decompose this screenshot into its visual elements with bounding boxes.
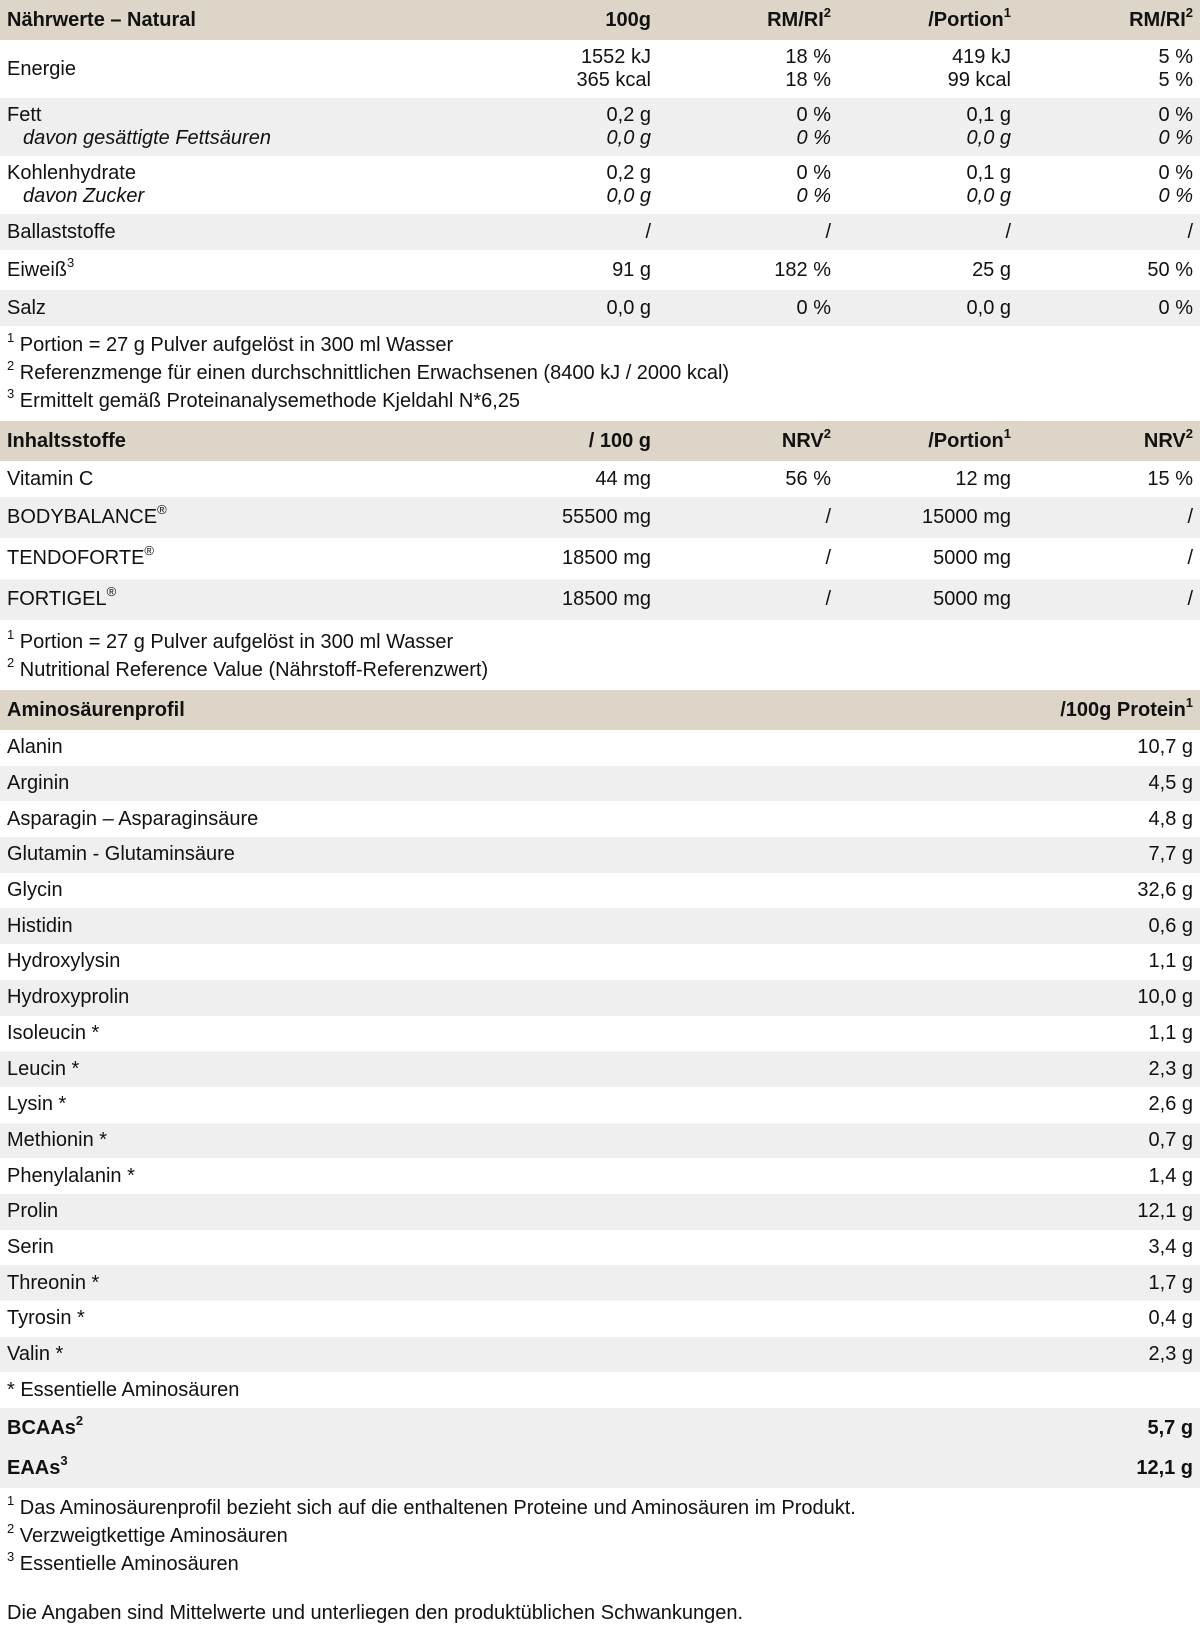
table-row xyxy=(0,908,1200,944)
value-fett-portion: 0,1 g 0,0 g xyxy=(838,98,1018,156)
amino-footnotes xyxy=(0,1488,1200,1584)
amino-acid-value: 2,6 g xyxy=(838,1087,1200,1123)
value-ballast-rm1: / xyxy=(658,214,838,250)
amino-header xyxy=(0,690,1200,730)
table-row xyxy=(0,461,1200,497)
table-row xyxy=(0,538,1200,579)
table-row xyxy=(0,1337,1200,1373)
table-row xyxy=(0,1123,1200,1159)
amino-title: Aminosäurenprofil xyxy=(0,690,838,730)
col-portion: /Portion$^1$ xyxy=(838,421,1018,461)
eaa-value: 12,1 g xyxy=(838,1448,1200,1488)
row-fett xyxy=(0,98,1200,156)
value-ballast-100: / xyxy=(478,214,658,250)
amino-acid-label: Glycin xyxy=(0,873,838,909)
value-kh-portion: 0,1 g 0,0 g xyxy=(838,156,1018,214)
table-row xyxy=(0,1051,1200,1087)
table-row xyxy=(0,873,1200,909)
col-per-100g: / 100 g xyxy=(478,421,658,461)
table-row xyxy=(0,980,1200,1016)
value-salz-100: 0,0 g xyxy=(478,290,658,326)
ingredient-nrv2: / xyxy=(1018,579,1200,620)
ingredient-portion: 12 mg xyxy=(838,461,1018,497)
col-per-100g-protein: /100g Protein$^1$ xyxy=(838,690,1200,730)
amino-acid-value: 3,4 g xyxy=(838,1230,1200,1266)
value-energie-rm1: 18 % 18 % xyxy=(658,40,838,98)
amino-acid-label: Prolin xyxy=(0,1194,838,1230)
value-kh-rm1: 0 % 0 % xyxy=(658,156,838,214)
essential-note: * Essentielle Aminosäuren xyxy=(0,1372,1200,1408)
footnote: $^2$ Nutritional Reference Value (Nährstoff-Referenzwert) xyxy=(7,655,489,681)
ingredients-footnotes xyxy=(0,620,1200,690)
amino-acid-label: Serin xyxy=(0,1230,838,1266)
value-eiweiss-rm1: 182 % xyxy=(658,250,838,290)
amino-acid-value: 10,0 g xyxy=(838,980,1200,1016)
value-ballast-portion: / xyxy=(838,214,1018,250)
amino-acid-label: Lysin * xyxy=(0,1087,838,1123)
row-eiweiss xyxy=(0,250,1200,290)
amino-acid-label: Alanin xyxy=(0,730,838,766)
ingredient-nrv2: 15 % xyxy=(1018,461,1200,497)
footnote: $^2$ Referenzmenge für einen durchschnittlichen Erwachsenen (8400 kJ / 2000 kcal) xyxy=(7,358,730,384)
table-row xyxy=(0,801,1200,837)
ingredient-portion: 5000 mg xyxy=(838,579,1018,620)
amino-acid-value: 2,3 g xyxy=(838,1051,1200,1087)
col-100g: 100g xyxy=(478,0,658,40)
footnote: $^1$ Das Aminosäurenprofil bezieht sich auf die enthaltenen Proteine und Aminosäuren im Produkt. xyxy=(7,1493,856,1520)
col-nrv-2: NRV$^2$ xyxy=(1018,421,1200,461)
nutrition-values-table xyxy=(0,0,1200,326)
footnote: $^2$ Verzweigtkettige Aminosäuren xyxy=(7,1521,288,1548)
ingredient-nrv1: / xyxy=(658,579,838,620)
footnote: $^1$ Portion = 27 g Pulver aufgelöst in 300 ml Wasser xyxy=(7,627,454,653)
value-energie-rm2: 5 % 5 % xyxy=(1018,40,1200,98)
ingredients-title: Inhaltsstoffe xyxy=(0,421,478,461)
bcaa-label: BCAAs$^2$ xyxy=(0,1408,838,1448)
nutrition-footnotes xyxy=(0,326,1200,421)
value-salz-rm1: 0 % xyxy=(658,290,838,326)
table-row xyxy=(0,1087,1200,1123)
nutrition-header xyxy=(0,0,1200,40)
value-energie-portion: 419 kJ 99 kcal xyxy=(838,40,1018,98)
amino-acid-value: 7,7 g xyxy=(838,837,1200,873)
amino-acid-value: 1,1 g xyxy=(838,1016,1200,1052)
eaa-row xyxy=(0,1448,1200,1488)
table-row xyxy=(0,1158,1200,1194)
amino-acid-label: Leucin * xyxy=(0,1051,838,1087)
label-salz: Salz xyxy=(0,290,478,326)
table-row xyxy=(0,1230,1200,1266)
label-ballaststoffe: Ballaststoffe xyxy=(0,214,478,250)
value-fett-100: 0,2 g 0,0 g xyxy=(478,98,658,156)
amino-acid-label: Hydroxyprolin xyxy=(0,980,838,1016)
ingredients-header xyxy=(0,421,1200,461)
ingredient-nrv1: / xyxy=(658,538,838,579)
amino-acid-value: 4,8 g xyxy=(838,801,1200,837)
table-row xyxy=(0,766,1200,802)
amino-acid-value: 2,3 g xyxy=(838,1337,1200,1373)
ingredient-100g: 44 mg xyxy=(478,461,658,497)
ingredient-nrv1: 56 % xyxy=(658,461,838,497)
table-row xyxy=(0,497,1200,538)
table-row xyxy=(0,1016,1200,1052)
row-salz xyxy=(0,290,1200,326)
value-kh-rm2: 0 % 0 % xyxy=(1018,156,1200,214)
col-nrv-1: NRV$^2$ xyxy=(658,421,838,461)
label-kohlenhydrate: Kohlenhydrate davon Zucker xyxy=(0,156,478,214)
amino-acid-value: 12,1 g xyxy=(838,1194,1200,1230)
disclaimer: Die Angaben sind Mittelwerte und unterliegen den produktüblichen Schwankungen. xyxy=(7,1602,744,1625)
amino-acid-value: 10,7 g xyxy=(838,730,1200,766)
value-energie-100: 1552 kJ 365 kcal xyxy=(478,40,658,98)
ingredient-label: FORTIGEL® xyxy=(0,579,478,620)
amino-acid-value: 1,7 g xyxy=(838,1265,1200,1301)
amino-acid-label: Phenylalanin * xyxy=(0,1158,838,1194)
value-fett-rm2: 0 % 0 % xyxy=(1018,98,1200,156)
bcaa-row xyxy=(0,1408,1200,1448)
footnote: $^3$ Ermittelt gemäß Proteinanalysemethode Kjeldahl N*6,25 xyxy=(7,386,521,412)
amino-acid-label: Tyrosin * xyxy=(0,1301,838,1337)
amino-acid-value: 32,6 g xyxy=(838,873,1200,909)
table-row xyxy=(0,1194,1200,1230)
amino-summary-table xyxy=(0,1372,1200,1488)
value-eiweiss-rm2: 50 % xyxy=(1018,250,1200,290)
ingredient-nrv1: / xyxy=(658,497,838,538)
amino-acid-label: Valin * xyxy=(0,1337,838,1373)
nutrition-title: Nährwerte – Natural xyxy=(0,0,478,40)
amino-acid-label: Threonin * xyxy=(0,1265,838,1301)
table-row xyxy=(0,730,1200,766)
amino-acid-label: Methionin * xyxy=(0,1123,838,1159)
footnote: $^3$ Essentielle Aminosäuren xyxy=(7,1549,239,1576)
value-eiweiss-100: 91 g xyxy=(478,250,658,290)
amino-acid-value: 0,4 g xyxy=(838,1301,1200,1337)
value-salz-rm2: 0 % xyxy=(1018,290,1200,326)
row-ballaststoffe xyxy=(0,214,1200,250)
amino-acid-value: 0,7 g xyxy=(838,1123,1200,1159)
ingredient-label: Vitamin C xyxy=(0,461,478,497)
label-fett: Fett davon gesättigte Fettsäuren xyxy=(0,98,478,156)
table-row xyxy=(0,1265,1200,1301)
label-eiweiss: Eiweiß$^3$ xyxy=(0,250,478,290)
amino-acid-label: Histidin xyxy=(0,908,838,944)
amino-table xyxy=(0,690,1200,1372)
row-kohlenhydrate xyxy=(0,156,1200,214)
amino-acid-value: 1,1 g xyxy=(838,944,1200,980)
amino-acid-label: Hydroxylysin xyxy=(0,944,838,980)
amino-acid-label: Asparagin – Asparaginsäure xyxy=(0,801,838,837)
amino-acid-label: Arginin xyxy=(0,766,838,802)
col-rmri-2: $RM/RI^2$ xyxy=(1018,0,1200,40)
table-row xyxy=(0,579,1200,620)
amino-acid-label: Glutamin - Glutaminsäure xyxy=(0,837,838,873)
ingredient-label: TENDOFORTE® xyxy=(0,538,478,579)
ingredient-100g: 18500 mg xyxy=(478,538,658,579)
table-row xyxy=(0,1301,1200,1337)
amino-acid-value: 0,6 g xyxy=(838,908,1200,944)
value-salz-portion: 0,0 g xyxy=(838,290,1018,326)
ingredient-nrv2: / xyxy=(1018,497,1200,538)
ingredient-portion: 15000 mg xyxy=(838,497,1018,538)
value-kh-100: 0,2 g 0,0 g xyxy=(478,156,658,214)
col-portion: /Portion$^1$ xyxy=(838,0,1018,40)
table-row xyxy=(0,837,1200,873)
label-energie: Energie xyxy=(0,40,478,98)
ingredient-100g: 18500 mg xyxy=(478,579,658,620)
ingredients-table xyxy=(0,421,1200,620)
row-energie xyxy=(0,40,1200,98)
footnote: $^1$ Portion = 27 g Pulver aufgelöst in 300 ml Wasser xyxy=(7,330,454,356)
amino-acid-value: 4,5 g xyxy=(838,766,1200,802)
ingredient-100g: 55500 mg xyxy=(478,497,658,538)
eaa-label: EAAs$^3$ xyxy=(0,1448,838,1488)
col-rmri-1: $RM/RI^2$ xyxy=(658,0,838,40)
amino-acid-value: 1,4 g xyxy=(838,1158,1200,1194)
value-fett-rm1: 0 % 0 % xyxy=(658,98,838,156)
bcaa-value: 5,7 g xyxy=(838,1408,1200,1448)
essential-note-row xyxy=(0,1372,1200,1408)
ingredient-label: BODYBALANCE® xyxy=(0,497,478,538)
value-eiweiss-portion: 25 g xyxy=(838,250,1018,290)
table-row xyxy=(0,944,1200,980)
ingredient-portion: 5000 mg xyxy=(838,538,1018,579)
ingredient-nrv2: / xyxy=(1018,538,1200,579)
amino-acid-label: Isoleucin * xyxy=(0,1016,838,1052)
value-ballast-rm2: / xyxy=(1018,214,1200,250)
